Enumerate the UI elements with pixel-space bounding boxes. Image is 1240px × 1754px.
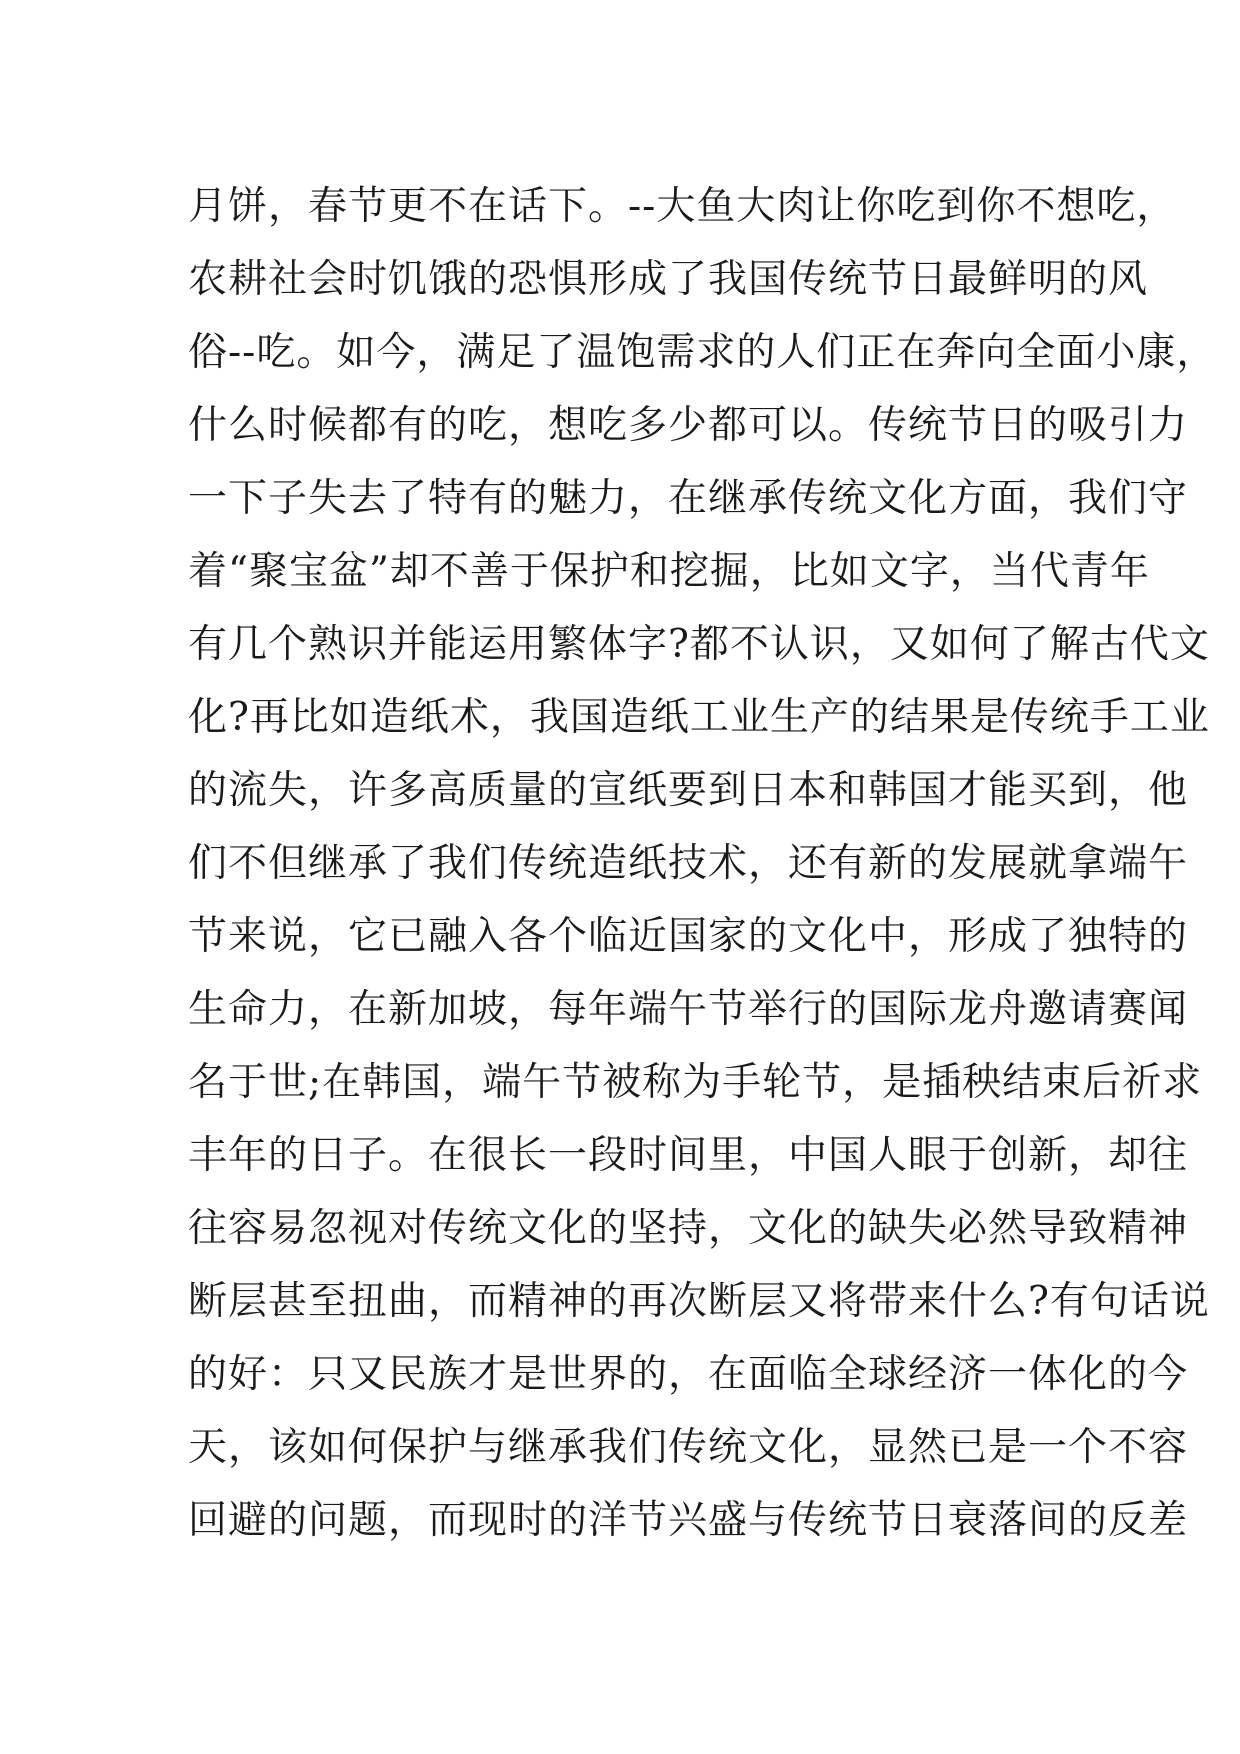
text-line-18: 天，该如何保护与继承我们传统文化，显然已是一个不容	[188, 1425, 1189, 1470]
text-line-13: 名于世;在韩国，端午节被称为手轮节，是插秧结束后祈求	[188, 1060, 1203, 1105]
text-line-12: 生命力，在新加坡，每年端午节举行的国际龙舟邀请赛闻	[188, 987, 1189, 1032]
text-line-1: 月饼，春节更不在话下。--大鱼大肉让你吃到你不想吃，	[188, 184, 1177, 229]
text-line-17: 的好：只又民族才是世界的，在面临全球经济一体化的今	[188, 1352, 1189, 1397]
text-line-2: 农耕社会时饥饿的恐惧形成了我国传统节日最鲜明的风	[188, 257, 1149, 302]
text-line-14: 丰年的日子。在很长一段时间里，中国人眼于创新，却往	[188, 1133, 1189, 1178]
text-line-19: 回避的问题，而现时的洋节兴盛与传统节日衰落间的反差	[188, 1498, 1189, 1543]
text-line-7: 有几个熟识并能运用繁体字?都不认识，又如何了解古代文	[188, 622, 1210, 667]
text-line-11: 节来说，它已融入各个临近国家的文化中，形成了独特的	[188, 914, 1189, 959]
text-line-10: 们不但继承了我们传统造纸技术，还有新的发展就拿端午	[188, 841, 1189, 886]
body-text	[188, 170, 1217, 1557]
text-line-4: 什么时候都有的吃，想吃多少都可以。传统节日的吸引力	[188, 403, 1189, 448]
text-line-3: 俗--吃。如今，满足了温饱需求的人们正在奔向全面小康，	[188, 330, 1217, 375]
text-line-6: 着“聚宝盆”却不善于保护和挖掘，比如文字，当代青年	[188, 549, 1150, 594]
text-line-9: 的流失，许多高质量的宣纸要到日本和韩国才能买到，他	[188, 768, 1189, 813]
text-line-15: 往容易忽视对传统文化的坚持，文化的缺失必然导致精神	[188, 1206, 1189, 1251]
text-line-8: 化?再比如造纸术，我国造纸工业生产的结果是传统手工业	[188, 695, 1210, 740]
text-line-5: 一下子失去了特有的魅力，在继承传统文化方面，我们守	[188, 476, 1189, 521]
text-line-16: 断层甚至扭曲，而精神的再次断层又将带来什么?有句话说	[188, 1279, 1210, 1324]
